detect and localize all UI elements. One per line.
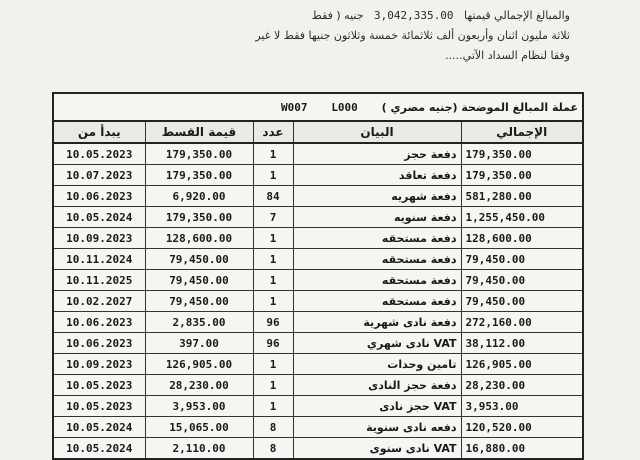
cell-start: 10.07.2023	[53, 165, 145, 186]
cell-description: دفعة مستحقه	[293, 270, 461, 291]
cell-start: 10.05.2024	[53, 207, 145, 228]
cell-start: 10.11.2024	[53, 249, 145, 270]
cell-start: 10.09.2023	[53, 228, 145, 249]
cell-description: VAT نادى سنوى	[293, 438, 461, 460]
cell-description: دفعة مستحقه	[293, 291, 461, 312]
table-row	[53, 417, 583, 438]
cell-installment: 179,350.00	[145, 143, 253, 165]
code-w007: W007	[280, 100, 308, 114]
cell-installment: 6,920.00	[145, 186, 253, 207]
intro-line-1-suffix: جنيه ( فقط	[311, 9, 364, 22]
cell-start: 10.11.2025	[53, 270, 145, 291]
header-row	[53, 121, 583, 143]
payment-schedule-table	[52, 92, 584, 460]
cell-total: 79,450.00	[461, 249, 583, 270]
cell-total: 16,880.00	[461, 438, 583, 460]
cell-start: 10.06.2023	[53, 312, 145, 333]
cell-count: 1	[253, 375, 293, 396]
intro-line-2: ثلاثة مليون اثنان وأربعون ألف ثلاثمائة خمسة وثلاثون جنيها فقط لا غير	[255, 29, 570, 42]
cell-description: دفعة مستحقه	[293, 249, 461, 270]
cell-start: 10.02.2027	[53, 291, 145, 312]
currency-caption	[53, 93, 583, 121]
cell-total: 3,953.00	[461, 396, 583, 417]
cell-count: 1	[253, 165, 293, 186]
table-row	[53, 396, 583, 417]
cell-start: 10.05.2023	[53, 143, 145, 165]
cell-installment: 15,065.00	[145, 417, 253, 438]
currency-caption-text: عملة المبالغ الموضحة (جنيه مصري )	[381, 100, 579, 114]
table-row	[53, 312, 583, 333]
header-start: يبدأ من	[53, 121, 145, 143]
cell-count: 1	[253, 354, 293, 375]
cell-start: 10.05.2023	[53, 396, 145, 417]
table-row	[53, 270, 583, 291]
cell-description: دفعة حجز النادى	[293, 375, 461, 396]
cell-total: 581,280.00	[461, 186, 583, 207]
table-row	[53, 333, 583, 354]
cell-description: دفعة شهريه	[293, 186, 461, 207]
cell-total: 272,160.00	[461, 312, 583, 333]
table-row	[53, 165, 583, 186]
intro-line-1-text: والمبالغ الإجمالي قيمتها	[464, 9, 570, 22]
cell-count: 96	[253, 312, 293, 333]
cell-total: 179,350.00	[461, 143, 583, 165]
table-row	[53, 249, 583, 270]
intro-line-3: وفقا لنظام السداد الآتي.....	[445, 49, 570, 62]
header-total: الإجمالي	[461, 121, 583, 143]
cell-start: 10.09.2023	[53, 354, 145, 375]
cell-description: دفعة نادى شهرية	[293, 312, 461, 333]
cell-installment: 79,450.00	[145, 270, 253, 291]
header-count: عدد	[253, 121, 293, 143]
cell-description: VAT حجز نادى	[293, 396, 461, 417]
cell-total: 28,230.00	[461, 375, 583, 396]
cell-total: 120,520.00	[461, 417, 583, 438]
cell-installment: 397.00	[145, 333, 253, 354]
cell-installment: 126,905.00	[145, 354, 253, 375]
cell-description: دفعة تعاقد	[293, 165, 461, 186]
cell-installment: 28,230.00	[145, 375, 253, 396]
cell-count: 1	[253, 249, 293, 270]
table-row	[53, 375, 583, 396]
table-body	[53, 143, 583, 459]
total-amount: 3,042,335.00	[374, 9, 454, 22]
cell-count: 8	[253, 417, 293, 438]
cell-start: 10.05.2024	[53, 438, 145, 460]
table-row	[53, 438, 583, 460]
table-row	[53, 291, 583, 312]
intro-line-1	[100, 6, 570, 26]
table-row	[53, 143, 583, 165]
cell-installment: 79,450.00	[145, 291, 253, 312]
cell-start: 10.06.2023	[53, 186, 145, 207]
cell-installment: 2,110.00	[145, 438, 253, 460]
cell-count: 1	[253, 228, 293, 249]
cell-start: 10.06.2023	[53, 333, 145, 354]
table-row	[53, 186, 583, 207]
cell-description: دفعة مستحقه	[293, 228, 461, 249]
cell-count: 1	[253, 143, 293, 165]
cell-count: 7	[253, 207, 293, 228]
cell-start: 10.05.2023	[53, 375, 145, 396]
cell-total: 79,450.00	[461, 291, 583, 312]
cell-installment: 79,450.00	[145, 249, 253, 270]
cell-installment: 179,350.00	[145, 207, 253, 228]
cell-description: تامين وحدات	[293, 354, 461, 375]
cell-count: 96	[253, 333, 293, 354]
cell-total: 79,450.00	[461, 270, 583, 291]
cell-installment: 179,350.00	[145, 165, 253, 186]
cell-count: 8	[253, 438, 293, 460]
cell-installment: 128,600.00	[145, 228, 253, 249]
intro-text	[100, 6, 570, 66]
cell-total: 1,255,450.00	[461, 207, 583, 228]
cell-count: 1	[253, 270, 293, 291]
cell-count: 84	[253, 186, 293, 207]
cell-total: 126,905.00	[461, 354, 583, 375]
cell-start: 10.05.2024	[53, 417, 145, 438]
cell-description: دفعة سنويه	[293, 207, 461, 228]
cell-description: دفعه نادى سنوية	[293, 417, 461, 438]
cell-description: دفعة حجز	[293, 143, 461, 165]
cell-count: 1	[253, 291, 293, 312]
cell-total: 179,350.00	[461, 165, 583, 186]
header-installment: قيمة القسط	[145, 121, 253, 143]
table-row	[53, 354, 583, 375]
table-row	[53, 228, 583, 249]
cell-count: 1	[253, 396, 293, 417]
table-row	[53, 207, 583, 228]
cell-installment: 2,835.00	[145, 312, 253, 333]
header-description: البيان	[293, 121, 461, 143]
table-caption-row	[53, 93, 583, 121]
cell-installment: 3,953.00	[145, 396, 253, 417]
code-l000: L000	[331, 100, 358, 114]
cell-total: 38,112.00	[461, 333, 583, 354]
cell-total: 128,600.00	[461, 228, 583, 249]
cell-description: VAT نادى شهري	[293, 333, 461, 354]
